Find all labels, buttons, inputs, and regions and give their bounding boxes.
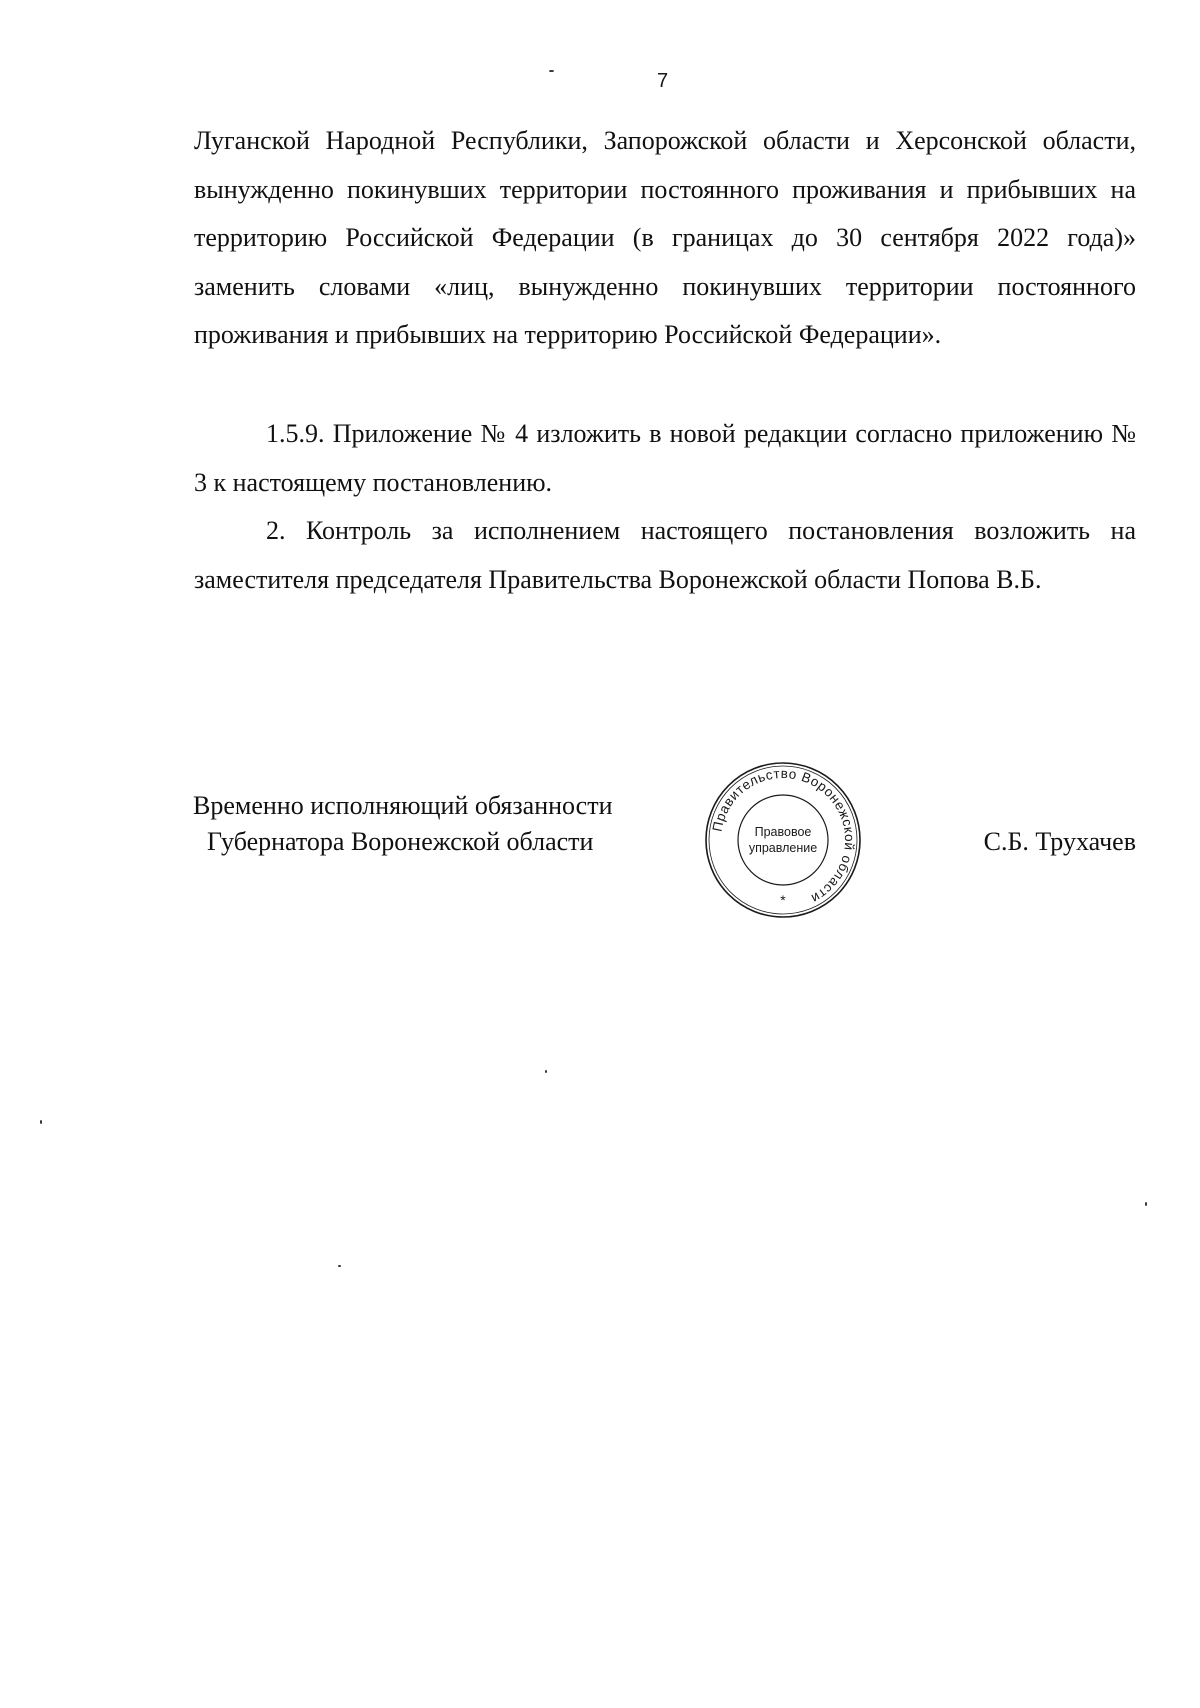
scan-speck	[40, 1120, 42, 1124]
stamp-inner-text-line2: управление	[748, 841, 818, 855]
paragraph-control-clause: 2. Контроль за исполнением настоящего постановления возложить на заместителя председателя Правительства Воронежской области Попова В.Б.	[194, 516, 1136, 594]
page-number: 7	[656, 70, 669, 92]
signatory-position-line2: Губернатора Воронежской области	[207, 827, 594, 856]
paragraph-continuation: Луганской Народной Республики, Запорожской области и Херсонской области, вынужденно покинувших территории постоянного проживания и прибывших на территорию Российской Федерации (в границах до 30 сентября 2022 года)» заменить словами «лиц, вынужденно покинувших территории постоянного проживания и прибывших на территорию Российской Федерации».	[194, 126, 1136, 349]
paragraph-appendix-clause: 1.5.9. Приложение № 4 изложить в новой редакции согласно приложению № 3 к настоящему постановлению.	[194, 419, 1136, 497]
stamp-inner-text-line1: Правовое	[754, 825, 812, 839]
official-stamp	[703, 760, 863, 920]
stamp-inner-ring	[738, 795, 828, 885]
stamp-star-mark: *	[780, 892, 786, 908]
signatory-name: С.Б. Трухачев	[983, 827, 1136, 856]
scan-speck	[1145, 1202, 1147, 1206]
scan-speck	[549, 70, 554, 72]
signatory-position-line1: Временно исполняющий обязанности	[193, 791, 613, 820]
scan-speck	[545, 1070, 547, 1073]
scan-speck	[338, 1265, 341, 1267]
signatory-position	[193, 788, 613, 860]
stamp-outer-text: Правительство Воронежской области	[709, 765, 858, 907]
